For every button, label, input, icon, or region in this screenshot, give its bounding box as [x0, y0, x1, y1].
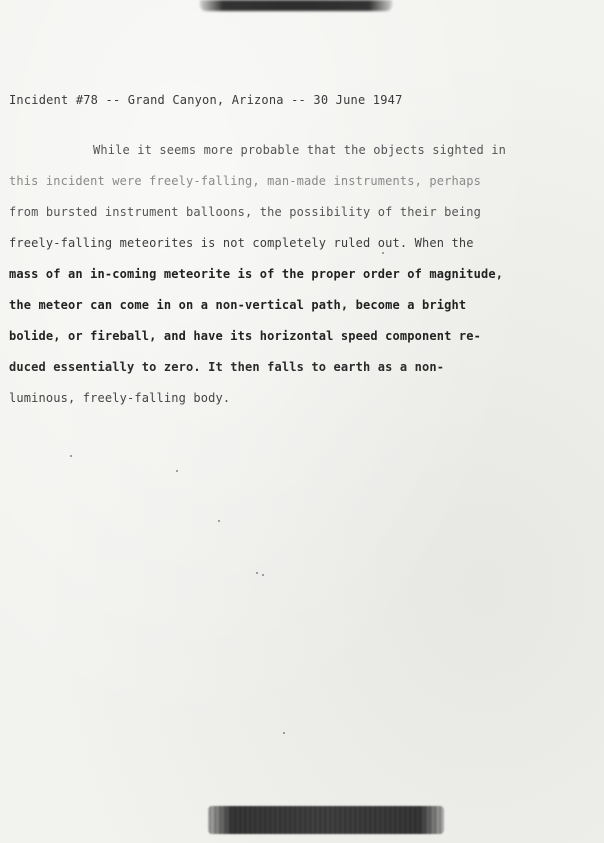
body-line-3: from bursted instrument balloons, the possibility of their being [9, 205, 481, 219]
scan-speck [70, 455, 72, 457]
body-line-9: luminous, freely-falling body. [9, 391, 231, 405]
scan-speck [262, 574, 264, 576]
scan-speck [283, 732, 285, 734]
body-line-6: the meteor can come in on a non-vertical path, become a bright [9, 298, 467, 312]
scan-speck [218, 520, 220, 522]
scan-artifact-bottom [208, 806, 444, 834]
scan-speck [176, 470, 178, 472]
body-line-2: this incident were freely-falling, man-made instruments, perhaps [9, 174, 481, 188]
body-line-4: freely-falling meteorites is not completely ruled out. When the [9, 236, 474, 250]
body-line-1: While it seems more probable that the objects sighted in [93, 143, 506, 157]
body-line-8: duced essentially to zero. It then falls to earth as a non- [9, 360, 445, 374]
scan-artifact-top [200, 0, 392, 11]
body-line-5: mass of an in-coming meteorite is of the proper order of magnitude, [9, 267, 504, 281]
incident-heading: Incident #78 -- Grand Canyon, Arizona -- 30 June 1947 [9, 93, 403, 107]
scan-speck [382, 252, 384, 254]
body-line-7: bolide, or fireball, and have its horizontal speed component re- [9, 329, 481, 343]
scan-speck [256, 572, 258, 574]
